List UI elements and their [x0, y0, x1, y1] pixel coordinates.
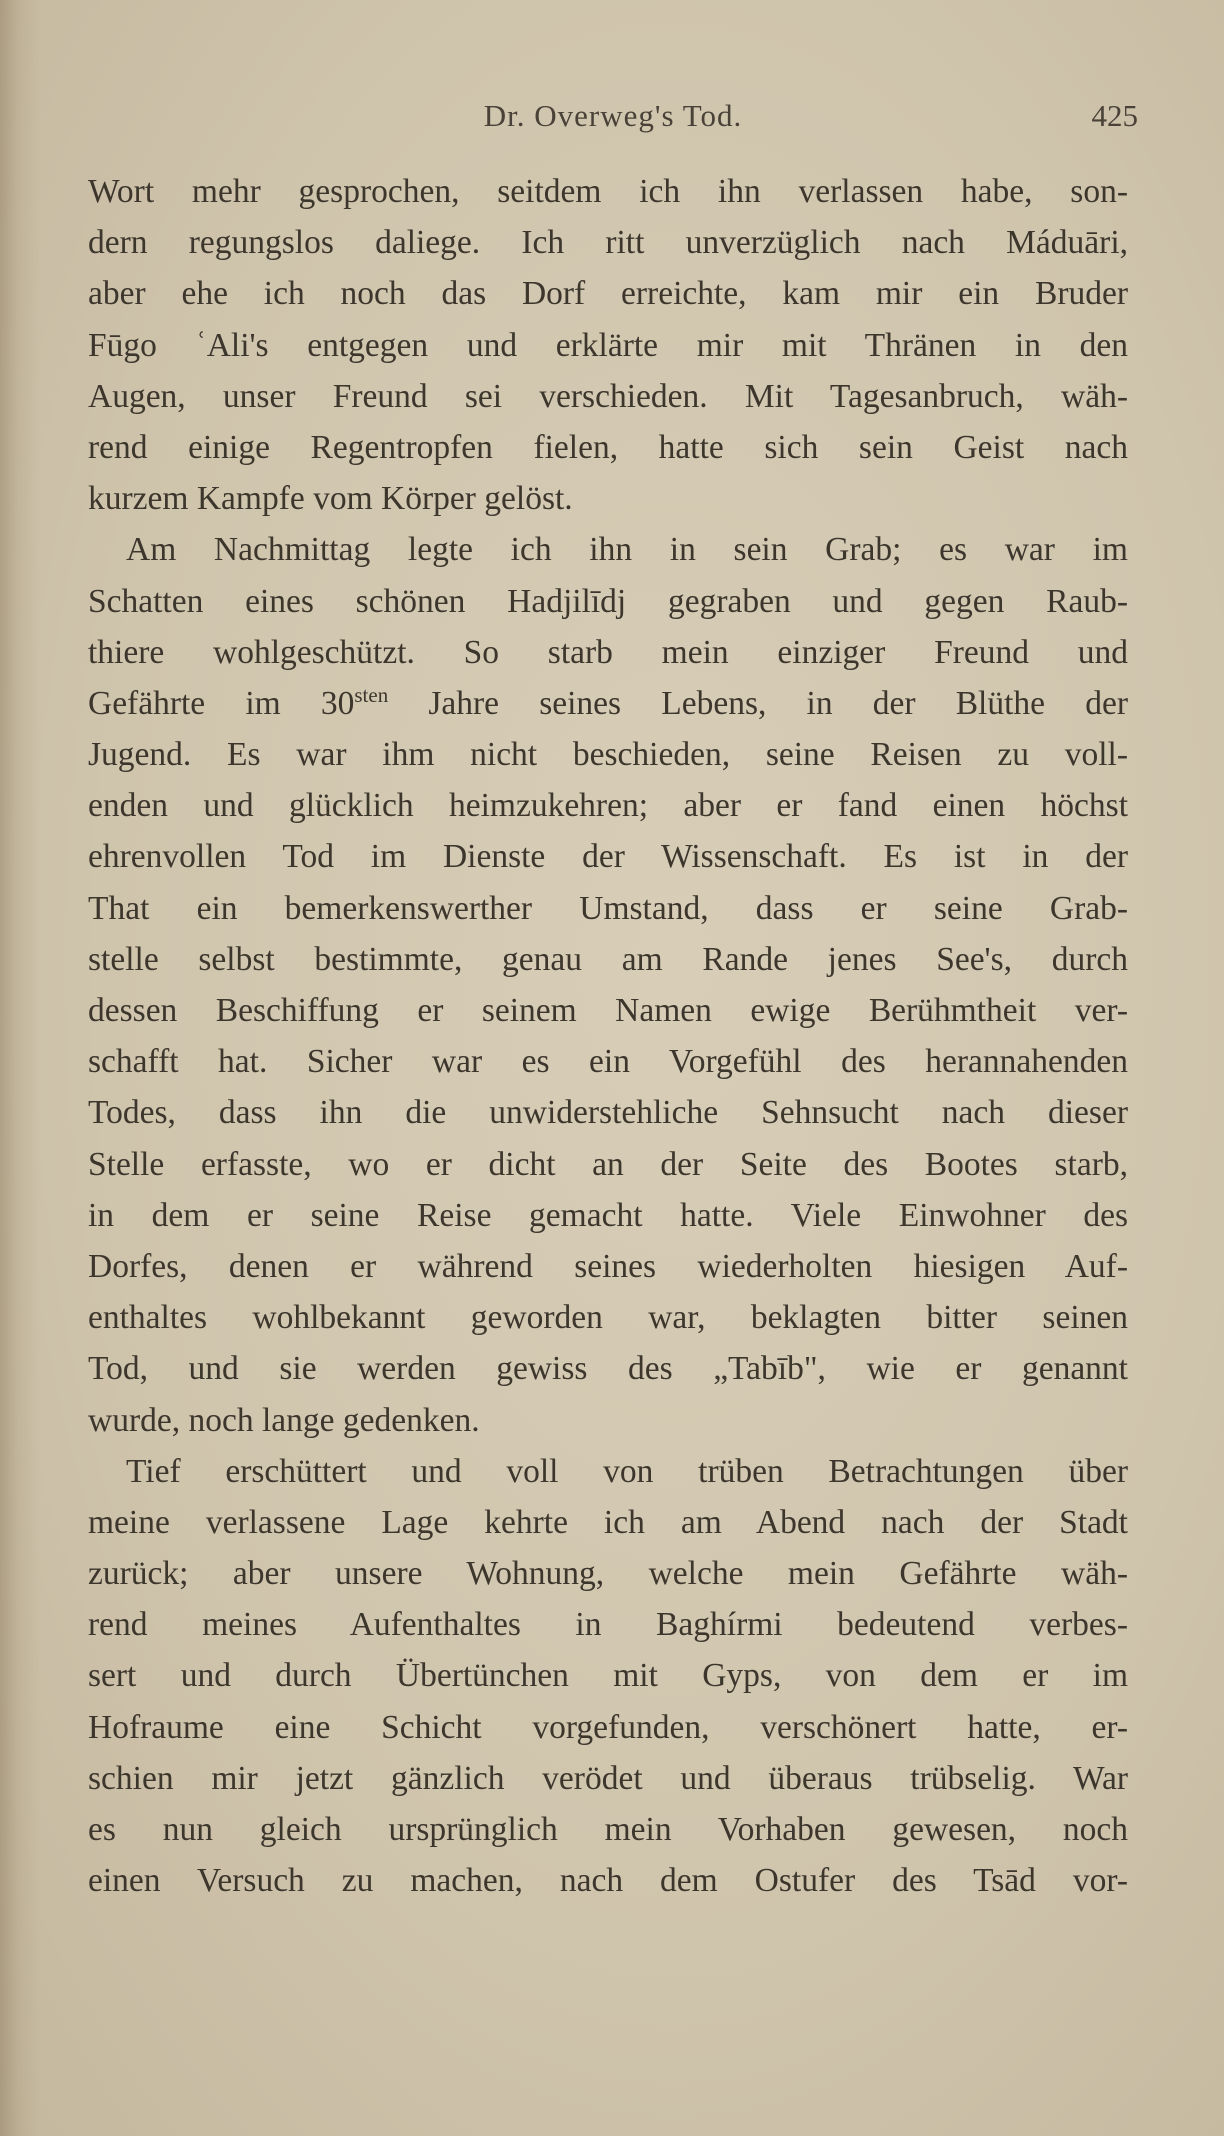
text-line: Hofraume eine Schicht vorgefunden, verschönert hatte, er-	[88, 1708, 1128, 1746]
text-line: sert und durch Übertünchen mit Gyps, von dem er im	[88, 1657, 1128, 1695]
text-line: enthaltes wohlbekannt geworden war, beklagten bitter seinen	[88, 1299, 1128, 1337]
text-line: meine verlassene Lage kehrte ich am Abend nach der Stadt	[88, 1503, 1128, 1541]
text-line: ehrenvollen Tod im Dienste der Wissenschaft. Es ist in der	[88, 838, 1128, 876]
text-line: stelle selbst bestimmte, genau am Rande jenes See's, durch	[88, 940, 1128, 978]
body-text	[88, 166, 1128, 1906]
text-line: Augen, unser Freund sei verschieden. Mit Tagesanbruch, wäh-	[88, 377, 1128, 415]
text-line: Jugend. Es war ihm nicht beschieden, seine Reisen zu voll-	[88, 736, 1128, 774]
text-line: Tod, und sie werden gewiss des „Tabīb", wie er genannt	[88, 1350, 1128, 1388]
page-title: Dr. Overweg's Tod.	[483, 98, 743, 133]
text-line-with-superscript	[88, 678, 1128, 729]
line-segment: Jahre seines Lebens, in der Blüthe der	[388, 684, 1128, 722]
text-line: Fūgo ʿAli's entgegen und erklärte mir mit Thränen in den	[88, 326, 1128, 364]
text-line: Schatten eines schönen Hadjilīdj gegraben und gegen Raub-	[88, 582, 1128, 620]
text-line: dern regungslos daliege. Ich ritt unverzüglich nach Máduāri,	[88, 224, 1128, 262]
text-line: dessen Beschiffung er seinem Namen ewige Berühmtheit ver-	[88, 992, 1128, 1029]
text-line: einen Versuch zu machen, nach dem Ostufer des Tsād vor-	[88, 1862, 1128, 1900]
text-line: Dorfes, denen er während seines wiederholten hiesigen Auf-	[88, 1247, 1128, 1285]
text-line: kurzem Kampfe vom Körper gelöst.	[88, 480, 573, 518]
text-line: schafft hat. Sicher war es ein Vorgefühl des herannahenden	[88, 1043, 1128, 1081]
text-line: thiere wohlgeschützt. So starb mein einziger Freund und	[88, 633, 1128, 671]
paragraph-start-line: Tief erschüttert und voll von trüben Betrachtungen über	[126, 1452, 1128, 1490]
text-line: es nun gleich ursprünglich mein Vorhaben gewesen, noch	[88, 1811, 1128, 1848]
running-head	[88, 98, 1138, 142]
text-line: schien mir jetzt gänzlich verödet und überaus trübselig. War	[88, 1759, 1128, 1797]
ordinal-superscript: sten	[354, 682, 389, 707]
text-line: zurück; aber unsere Wohnung, welche mein Gefährte wäh-	[88, 1555, 1128, 1593]
text-line: Todes, dass ihn die unwiderstehliche Sehnsucht nach dieser	[88, 1094, 1128, 1132]
text-line: wurde, noch lange gedenken.	[88, 1401, 480, 1439]
text-line: enden und glücklich heimzukehren; aber er fand einen höchst	[88, 787, 1128, 825]
page-number: 425	[1091, 98, 1138, 133]
line-segment: Gefährte im 30	[88, 684, 355, 722]
text-line: That ein bemerkenswerther Umstand, dass er seine Grab-	[88, 889, 1128, 927]
paragraph-start-line: Am Nachmittag legte ich ihn in sein Grab; es war im	[126, 531, 1128, 569]
text-line: Wort mehr gesprochen, seitdem ich ihn verlassen habe, son-	[88, 173, 1128, 210]
text-line: aber ehe ich noch das Dorf erreichte, kam mir ein Bruder	[88, 275, 1128, 313]
text-line: in dem er seine Reise gemacht hatte. Viele Einwohner des	[88, 1196, 1128, 1234]
text-line: Stelle erfasste, wo er dicht an der Seite des Bootes starb,	[88, 1145, 1128, 1183]
text-line: rend meines Aufenthaltes in Baghírmi bedeutend verbes-	[88, 1606, 1128, 1644]
text-line: rend einige Regentropfen fielen, hatte sich sein Geist nach	[88, 428, 1128, 466]
